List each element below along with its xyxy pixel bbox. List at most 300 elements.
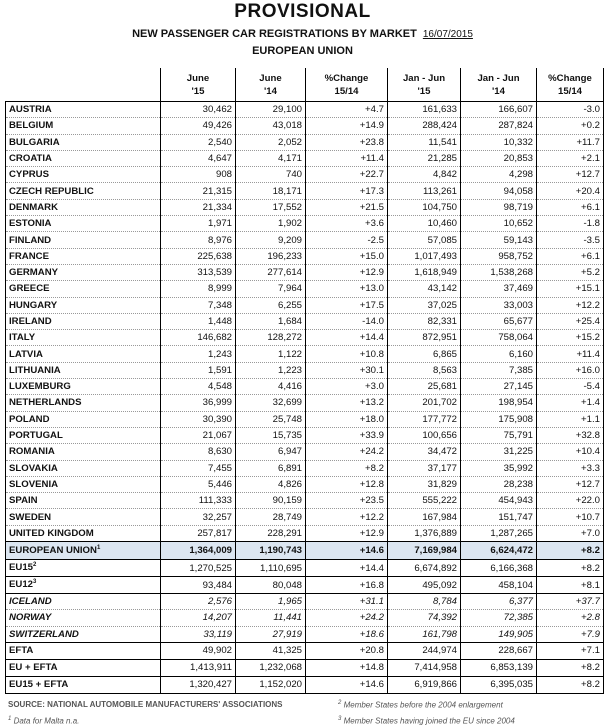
value-cell: 277,614 <box>236 264 306 280</box>
value-cell: 7,169,984 <box>388 542 461 560</box>
value-cell: 196,233 <box>236 248 306 264</box>
value-cell: 31,225 <box>461 444 537 460</box>
value-cell: 6,947 <box>236 444 306 460</box>
market-name: GERMANY <box>6 264 161 280</box>
value-cell: +14.6 <box>306 676 388 693</box>
value-cell: 495,092 <box>388 577 461 594</box>
value-cell: +14.9 <box>306 118 388 134</box>
value-cell: 8,630 <box>161 444 236 460</box>
value-cell: 1,270,525 <box>161 560 236 577</box>
value-cell: 149,905 <box>461 626 537 642</box>
value-cell: 41,325 <box>236 642 306 659</box>
value-cell: -14.0 <box>306 313 388 329</box>
value-cell: 1,413,911 <box>161 659 236 676</box>
header-ytd-15: Jan - Jun '15 <box>388 68 461 102</box>
value-cell: 111,333 <box>161 493 236 509</box>
efta-country-row <box>6 594 604 610</box>
value-cell: -3.5 <box>537 232 604 248</box>
value-cell: +10.7 <box>537 509 604 525</box>
value-cell: -5.4 <box>537 379 604 395</box>
value-cell: 1,190,743 <box>236 542 306 560</box>
table-row <box>6 183 604 199</box>
market-name: PORTUGAL <box>6 427 161 443</box>
subtitle-text: NEW PASSENGER CAR REGISTRATIONS BY MARKET <box>132 28 417 40</box>
value-cell: 7,385 <box>461 362 537 378</box>
value-cell: 6,166,368 <box>461 560 537 577</box>
footnote-3: $^3$ Member States having joined the EU since 2004 <box>338 716 515 726</box>
value-cell: +8.2 <box>537 560 604 577</box>
value-cell: 958,752 <box>461 248 537 264</box>
value-cell: +16.8 <box>306 577 388 594</box>
value-cell: -3.0 <box>537 102 604 118</box>
footnote-2: $^2$ Member States before the 2004 enlargement <box>338 700 503 710</box>
value-cell: 4,647 <box>161 150 236 166</box>
table-row <box>6 346 604 362</box>
table-row <box>6 102 604 118</box>
value-cell: 8,784 <box>388 594 461 610</box>
market-name: EUROPEAN UNION$^1$ <box>6 542 161 560</box>
value-cell: +14.6 <box>306 542 388 560</box>
value-cell: 7,348 <box>161 297 236 313</box>
value-cell: +23.5 <box>306 493 388 509</box>
value-cell: +15.0 <box>306 248 388 264</box>
value-cell: +17.3 <box>306 183 388 199</box>
table-row <box>6 297 604 313</box>
page-title: PROVISIONAL <box>234 1 371 22</box>
value-cell: 90,159 <box>236 493 306 509</box>
value-cell: +5.2 <box>537 264 604 280</box>
value-cell: 2,540 <box>161 134 236 150</box>
value-cell: 14,207 <box>161 610 236 626</box>
subgroup-row <box>6 560 604 577</box>
value-cell: 31,829 <box>388 476 461 492</box>
value-cell: +12.2 <box>306 509 388 525</box>
value-cell: 4,826 <box>236 476 306 492</box>
value-cell: 28,749 <box>236 509 306 525</box>
value-cell: +8.2 <box>306 460 388 476</box>
value-cell: +12.9 <box>306 525 388 541</box>
value-cell: 33,119 <box>161 626 236 642</box>
value-cell: 21,285 <box>388 150 461 166</box>
header-blank <box>6 68 161 102</box>
value-cell: 1,364,009 <box>161 542 236 560</box>
value-cell: 7,455 <box>161 460 236 476</box>
value-cell: 93,484 <box>161 577 236 594</box>
value-cell: +13.0 <box>306 281 388 297</box>
market-name: FINLAND <box>6 232 161 248</box>
value-cell: +4.7 <box>306 102 388 118</box>
value-cell: 1,122 <box>236 346 306 362</box>
market-name: CYPRUS <box>6 167 161 183</box>
value-cell: 37,469 <box>461 281 537 297</box>
value-cell: +32.8 <box>537 427 604 443</box>
table-row <box>6 216 604 232</box>
value-cell: +10.4 <box>537 444 604 460</box>
eu-total-row <box>6 542 604 560</box>
value-cell: 59,143 <box>461 232 537 248</box>
value-cell: +6.1 <box>537 199 604 215</box>
value-cell: +20.8 <box>306 642 388 659</box>
value-cell: +3.3 <box>537 460 604 476</box>
market-name: FRANCE <box>6 248 161 264</box>
value-cell: +25.4 <box>537 313 604 329</box>
value-cell: 5,446 <box>161 476 236 492</box>
value-cell: 4,548 <box>161 379 236 395</box>
market-name: SWITZERLAND <box>6 626 161 642</box>
value-cell: 25,748 <box>236 411 306 427</box>
market-name: SLOVAKIA <box>6 460 161 476</box>
table-row <box>6 427 604 443</box>
header-ytd-change: %Change 15/14 <box>537 68 604 102</box>
market-name: LITHUANIA <box>6 362 161 378</box>
value-cell: +22.7 <box>306 167 388 183</box>
value-cell: 30,462 <box>161 102 236 118</box>
value-cell: 21,334 <box>161 199 236 215</box>
table-row <box>6 444 604 460</box>
subgroup-row <box>6 577 604 594</box>
table-row <box>6 281 604 297</box>
value-cell: 43,142 <box>388 281 461 297</box>
value-cell: 27,919 <box>236 626 306 642</box>
value-cell: 33,003 <box>461 297 537 313</box>
table-row <box>6 167 604 183</box>
value-cell: 7,414,958 <box>388 659 461 676</box>
value-cell: +2.1 <box>537 150 604 166</box>
header-june-14: June '14 <box>236 68 306 102</box>
value-cell: 2,052 <box>236 134 306 150</box>
value-cell: +12.7 <box>537 167 604 183</box>
table-row <box>6 199 604 215</box>
value-cell: 113,261 <box>388 183 461 199</box>
value-cell: +13.2 <box>306 395 388 411</box>
market-name: BULGARIA <box>6 134 161 150</box>
value-cell: 74,392 <box>388 610 461 626</box>
value-cell: +21.5 <box>306 199 388 215</box>
value-cell: 167,984 <box>388 509 461 525</box>
region-heading: EUROPEAN UNION <box>252 45 353 57</box>
value-cell: +14.4 <box>306 560 388 577</box>
header-june-change: %Change 15/14 <box>306 68 388 102</box>
header-row <box>6 68 604 102</box>
table-row <box>6 362 604 378</box>
value-cell: 1,152,020 <box>236 676 306 693</box>
market-name: EU15 + EFTA <box>6 676 161 693</box>
value-cell: 6,919,866 <box>388 676 461 693</box>
market-name: ROMANIA <box>6 444 161 460</box>
value-cell: +23.8 <box>306 134 388 150</box>
value-cell: 175,908 <box>461 411 537 427</box>
value-cell: 161,798 <box>388 626 461 642</box>
value-cell: 20,853 <box>461 150 537 166</box>
value-cell: 94,058 <box>461 183 537 199</box>
table-row <box>6 411 604 427</box>
value-cell: +16.0 <box>537 362 604 378</box>
header-ytd-14: Jan - Jun '14 <box>461 68 537 102</box>
aggregate-row <box>6 676 604 693</box>
value-cell: 555,222 <box>388 493 461 509</box>
value-cell: -1.8 <box>537 216 604 232</box>
value-cell: 740 <box>236 167 306 183</box>
value-cell: 177,772 <box>388 411 461 427</box>
table-row <box>6 330 604 346</box>
value-cell: 72,385 <box>461 610 537 626</box>
value-cell: +8.2 <box>537 542 604 560</box>
value-cell: 1,320,427 <box>161 676 236 693</box>
value-cell: +11.7 <box>537 134 604 150</box>
footnote-1: $^1$ Data for Malta n.a. <box>8 716 80 726</box>
value-cell: 228,667 <box>461 642 537 659</box>
value-cell: +7.1 <box>537 642 604 659</box>
market-name: SLOVENIA <box>6 476 161 492</box>
market-name: ESTONIA <box>6 216 161 232</box>
value-cell: +2.8 <box>537 610 604 626</box>
table-row <box>6 264 604 280</box>
value-cell: 9,209 <box>236 232 306 248</box>
value-cell: -2.5 <box>306 232 388 248</box>
market-name: SPAIN <box>6 493 161 509</box>
value-cell: 151,747 <box>461 509 537 525</box>
table-row <box>6 476 604 492</box>
value-cell: 30,390 <box>161 411 236 427</box>
market-name: NORWAY <box>6 610 161 626</box>
value-cell: 25,681 <box>388 379 461 395</box>
value-cell: +12.8 <box>306 476 388 492</box>
value-cell: 4,416 <box>236 379 306 395</box>
market-name: EU + EFTA <box>6 659 161 676</box>
table-row <box>6 313 604 329</box>
value-cell: 8,999 <box>161 281 236 297</box>
market-name: EFTA <box>6 642 161 659</box>
market-name: LATVIA <box>6 346 161 362</box>
value-cell: 6,891 <box>236 460 306 476</box>
table-row <box>6 379 604 395</box>
market-name: CROATIA <box>6 150 161 166</box>
value-cell: 37,025 <box>388 297 461 313</box>
value-cell: 10,460 <box>388 216 461 232</box>
value-cell: 313,539 <box>161 264 236 280</box>
value-cell: 49,902 <box>161 642 236 659</box>
value-cell: 1,618,949 <box>388 264 461 280</box>
value-cell: 35,992 <box>461 460 537 476</box>
value-cell: +24.2 <box>306 444 388 460</box>
market-name: AUSTRIA <box>6 102 161 118</box>
value-cell: 2,576 <box>161 594 236 610</box>
value-cell: 100,656 <box>388 427 461 443</box>
value-cell: 80,048 <box>236 577 306 594</box>
value-cell: 1,902 <box>236 216 306 232</box>
value-cell: 98,719 <box>461 199 537 215</box>
value-cell: 18,171 <box>236 183 306 199</box>
value-cell: 37,177 <box>388 460 461 476</box>
value-cell: 43,018 <box>236 118 306 134</box>
value-cell: +1.4 <box>537 395 604 411</box>
value-cell: 454,943 <box>461 493 537 509</box>
value-cell: +10.8 <box>306 346 388 362</box>
value-cell: +3.0 <box>306 379 388 395</box>
table-row <box>6 134 604 150</box>
value-cell: 1,243 <box>161 346 236 362</box>
header-june-15: June '15 <box>161 68 236 102</box>
value-cell: 32,699 <box>236 395 306 411</box>
value-cell: +14.4 <box>306 330 388 346</box>
value-cell: 1,971 <box>161 216 236 232</box>
table-row <box>6 509 604 525</box>
aggregate-row <box>6 659 604 676</box>
value-cell: 4,171 <box>236 150 306 166</box>
value-cell: +18.0 <box>306 411 388 427</box>
table-row <box>6 118 604 134</box>
value-cell: 1,232,068 <box>236 659 306 676</box>
table-row <box>6 395 604 411</box>
value-cell: +12.9 <box>306 264 388 280</box>
value-cell: 10,332 <box>461 134 537 150</box>
value-cell: 1,287,265 <box>461 525 537 541</box>
market-name: LUXEMBURG <box>6 379 161 395</box>
value-cell: +11.4 <box>306 150 388 166</box>
value-cell: 15,735 <box>236 427 306 443</box>
value-cell: 27,145 <box>461 379 537 395</box>
value-cell: 198,954 <box>461 395 537 411</box>
market-name: ICELAND <box>6 594 161 610</box>
value-cell: 458,104 <box>461 577 537 594</box>
value-cell: 1,448 <box>161 313 236 329</box>
value-cell: +6.1 <box>537 248 604 264</box>
value-cell: +31.1 <box>306 594 388 610</box>
table-row <box>6 150 604 166</box>
market-name: IRELAND <box>6 313 161 329</box>
market-name: UNITED KINGDOM <box>6 525 161 541</box>
value-cell: 6,377 <box>461 594 537 610</box>
value-cell: +8.2 <box>537 676 604 693</box>
value-cell: 1,684 <box>236 313 306 329</box>
value-cell: 128,272 <box>236 330 306 346</box>
market-name: $EU12^3$ <box>6 577 161 594</box>
value-cell: 6,255 <box>236 297 306 313</box>
value-cell: 6,674,892 <box>388 560 461 577</box>
value-cell: 4,842 <box>388 167 461 183</box>
value-cell: 166,607 <box>461 102 537 118</box>
market-name: GREECE <box>6 281 161 297</box>
value-cell: 758,064 <box>461 330 537 346</box>
value-cell: 1,223 <box>236 362 306 378</box>
value-cell: +37.7 <box>537 594 604 610</box>
value-cell: 34,472 <box>388 444 461 460</box>
market-name: DENMARK <box>6 199 161 215</box>
value-cell: 288,424 <box>388 118 461 134</box>
value-cell: 244,974 <box>388 642 461 659</box>
registrations-table <box>5 68 604 694</box>
value-cell: 1,110,695 <box>236 560 306 577</box>
value-cell: 201,702 <box>388 395 461 411</box>
value-cell: +18.6 <box>306 626 388 642</box>
value-cell: 11,541 <box>388 134 461 150</box>
value-cell: +22.0 <box>537 493 604 509</box>
report-date: 16/07/2015 <box>422 29 473 40</box>
table-row <box>6 460 604 476</box>
value-cell: +30.1 <box>306 362 388 378</box>
value-cell: 1,965 <box>236 594 306 610</box>
value-cell: 49,426 <box>161 118 236 134</box>
value-cell: +14.8 <box>306 659 388 676</box>
value-cell: 21,067 <box>161 427 236 443</box>
value-cell: 1,591 <box>161 362 236 378</box>
value-cell: 21,315 <box>161 183 236 199</box>
value-cell: +24.2 <box>306 610 388 626</box>
value-cell: 1,538,268 <box>461 264 537 280</box>
value-cell: 1,376,889 <box>388 525 461 541</box>
value-cell: 32,257 <box>161 509 236 525</box>
value-cell: +7.9 <box>537 626 604 642</box>
value-cell: 36,999 <box>161 395 236 411</box>
value-cell: +8.1 <box>537 577 604 594</box>
value-cell: +1.1 <box>537 411 604 427</box>
table-row <box>6 232 604 248</box>
value-cell: +15.1 <box>537 281 604 297</box>
value-cell: 6,865 <box>388 346 461 362</box>
efta-country-row <box>6 626 604 642</box>
value-cell: 4,298 <box>461 167 537 183</box>
table-row <box>6 493 604 509</box>
market-name: $EU15^2$ <box>6 560 161 577</box>
aggregate-row <box>6 642 604 659</box>
table-row <box>6 525 604 541</box>
value-cell: 82,331 <box>388 313 461 329</box>
value-cell: +17.5 <box>306 297 388 313</box>
value-cell: +11.4 <box>537 346 604 362</box>
value-cell: 1,017,493 <box>388 248 461 264</box>
value-cell: 6,395,035 <box>461 676 537 693</box>
source-note: SOURCE: NATIONAL AUTOMOBILE MANUFACTURERS' ASSOCIATIONS <box>8 700 283 709</box>
value-cell: +8.2 <box>537 659 604 676</box>
value-cell: 225,638 <box>161 248 236 264</box>
value-cell: 57,085 <box>388 232 461 248</box>
value-cell: +7.0 <box>537 525 604 541</box>
value-cell: 29,100 <box>236 102 306 118</box>
value-cell: +0.2 <box>537 118 604 134</box>
table-row <box>6 248 604 264</box>
value-cell: 8,976 <box>161 232 236 248</box>
value-cell: 7,964 <box>236 281 306 297</box>
report-subtitle <box>0 28 605 40</box>
value-cell: 104,750 <box>388 199 461 215</box>
value-cell: +12.2 <box>537 297 604 313</box>
value-cell: 6,624,472 <box>461 542 537 560</box>
value-cell: 872,951 <box>388 330 461 346</box>
value-cell: 908 <box>161 167 236 183</box>
value-cell: 11,441 <box>236 610 306 626</box>
value-cell: +12.7 <box>537 476 604 492</box>
market-name: NETHERLANDS <box>6 395 161 411</box>
value-cell: 75,791 <box>461 427 537 443</box>
value-cell: 257,817 <box>161 525 236 541</box>
value-cell: +20.4 <box>537 183 604 199</box>
efta-country-row <box>6 610 604 626</box>
value-cell: 10,652 <box>461 216 537 232</box>
value-cell: 8,563 <box>388 362 461 378</box>
market-name: ITALY <box>6 330 161 346</box>
value-cell: +15.2 <box>537 330 604 346</box>
value-cell: 28,238 <box>461 476 537 492</box>
value-cell: 287,824 <box>461 118 537 134</box>
value-cell: 6,160 <box>461 346 537 362</box>
value-cell: 228,291 <box>236 525 306 541</box>
value-cell: +3.6 <box>306 216 388 232</box>
value-cell: 146,682 <box>161 330 236 346</box>
value-cell: 6,853,139 <box>461 659 537 676</box>
market-name: SWEDEN <box>6 509 161 525</box>
market-name: BELGIUM <box>6 118 161 134</box>
value-cell: 65,677 <box>461 313 537 329</box>
